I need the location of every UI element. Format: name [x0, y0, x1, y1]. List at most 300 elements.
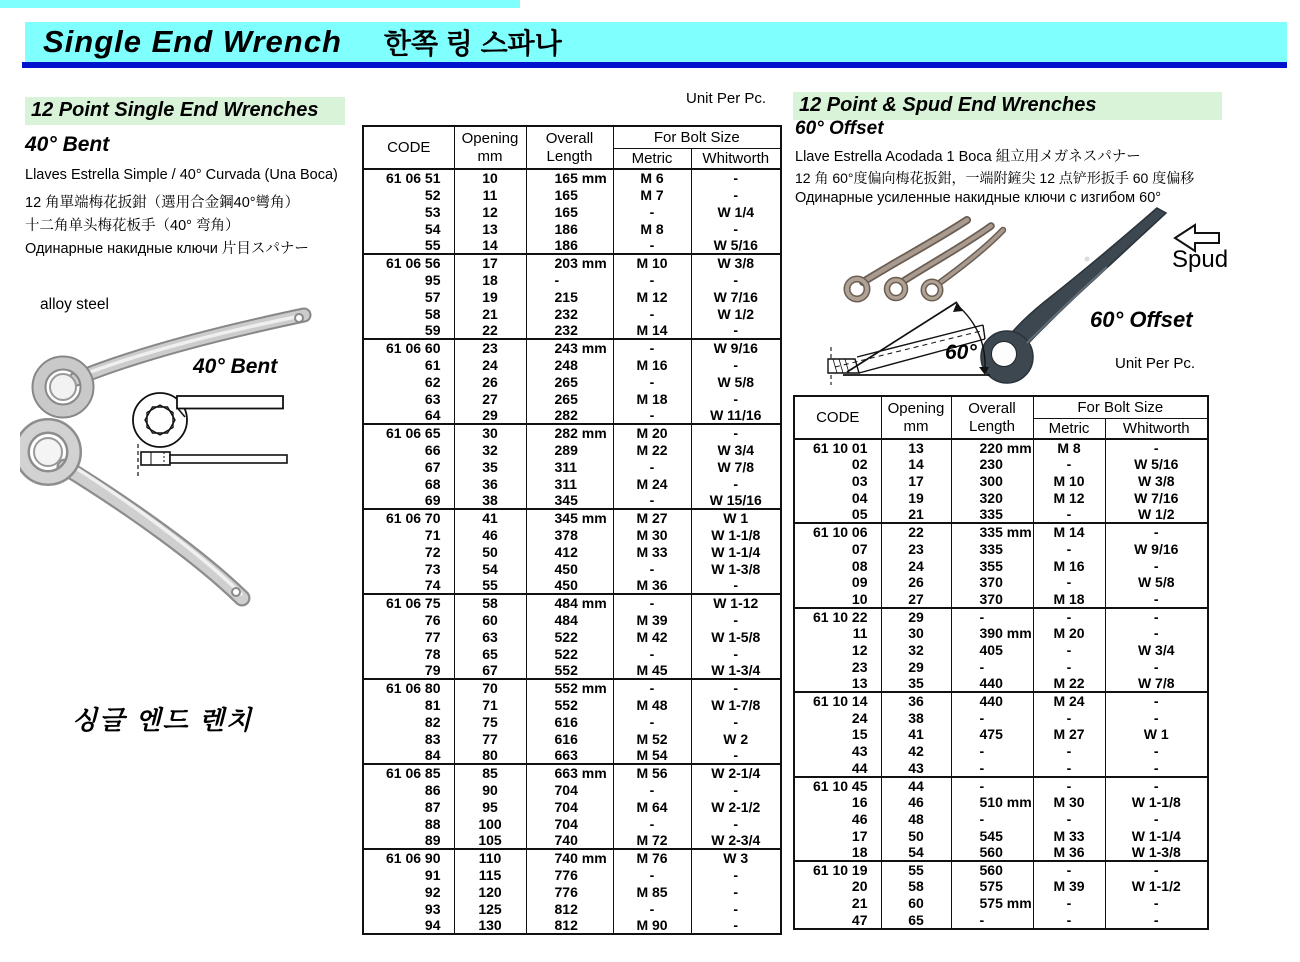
table-row	[363, 339, 781, 356]
table-row	[363, 475, 781, 492]
table-row	[363, 560, 781, 577]
table-row	[363, 696, 781, 713]
cell-whitworth: -	[1105, 895, 1208, 912]
table-row	[363, 730, 781, 747]
table-row	[794, 844, 1208, 861]
cell-overall-length: 248	[526, 356, 613, 373]
cell-metric: -	[1033, 574, 1105, 591]
cell-metric: M 72	[613, 832, 691, 849]
cell-opening-mm: 21	[881, 506, 951, 523]
cell-metric: -	[1033, 743, 1105, 760]
unit-per-pc-label-right: Unit Per Pc.	[1115, 355, 1196, 372]
cell-whitworth: W 3/8	[1105, 473, 1208, 490]
cell-whitworth: W 1-3/8	[1105, 844, 1208, 861]
cell-opening-mm: 50	[881, 827, 951, 844]
cell-overall-length: 405	[951, 642, 1033, 659]
cell-overall-length: 165 mm	[526, 169, 613, 186]
cell-opening-mm: 23	[881, 540, 951, 557]
cell-whitworth: W 3	[691, 849, 781, 866]
table-row	[794, 439, 1208, 456]
cell-opening-mm: 21	[454, 305, 526, 322]
cell-opening-mm: 35	[881, 675, 951, 692]
spud-end-wrench-table	[793, 395, 1209, 930]
table-row	[794, 912, 1208, 929]
cell-overall-length: 552	[526, 696, 613, 713]
cell-metric: M 20	[1033, 625, 1105, 642]
cell-whitworth: -	[1105, 709, 1208, 726]
cell-code: 11	[794, 625, 881, 642]
cell-whitworth: W 11/16	[691, 407, 781, 424]
cell-code: 67	[363, 458, 454, 475]
left-desc-zh-trad: 12 角單端梅花扳鉗（選用合金鋼40°彎角）	[25, 195, 300, 211]
cell-whitworth: W 1	[1105, 726, 1208, 743]
cell-overall-length: 812	[526, 900, 613, 917]
cell-overall-length: -	[951, 658, 1033, 675]
cell-whitworth: -	[691, 611, 781, 628]
table-row	[363, 883, 781, 900]
table-row	[363, 526, 781, 543]
cell-whitworth: -	[691, 475, 781, 492]
cell-overall-length: -	[951, 743, 1033, 760]
cell-whitworth: -	[691, 866, 781, 883]
table-row	[794, 658, 1208, 675]
cell-metric: -	[1033, 777, 1105, 794]
cell-overall-length: 484	[526, 611, 613, 628]
cell-code: 61 06 75	[363, 594, 454, 611]
cell-whitworth: W 2-1/4	[691, 764, 781, 781]
spud-wrench-photos-small	[847, 220, 1003, 299]
cell-overall-length: 345	[526, 492, 613, 509]
cell-code: 52	[363, 186, 454, 203]
cell-overall-length: 740	[526, 832, 613, 849]
cell-opening-mm: 22	[881, 523, 951, 540]
cell-code: 81	[363, 696, 454, 713]
cell-metric: M 10	[1033, 473, 1105, 490]
table-row	[794, 540, 1208, 557]
table-row	[363, 169, 781, 186]
col-header-overall: Overall Length	[526, 126, 613, 169]
cell-whitworth: W 5/8	[1105, 574, 1208, 591]
cell-whitworth: W 5/8	[691, 373, 781, 390]
cell-overall-length: 220 mm	[951, 439, 1033, 456]
cell-opening-mm: 29	[881, 658, 951, 675]
cell-overall-length: 545	[951, 827, 1033, 844]
cell-opening-mm: 105	[454, 832, 526, 849]
cell-whitworth: -	[1105, 625, 1208, 642]
left-section-heading: 12 Point Single End Wrenches	[25, 97, 345, 125]
cell-opening-mm: 35	[454, 458, 526, 475]
cell-code: 61 10 01	[794, 439, 881, 456]
table-row	[363, 662, 781, 679]
cell-overall-length: 704	[526, 781, 613, 798]
cell-overall-length: 552 mm	[526, 679, 613, 696]
spud-wrench-illustrations	[795, 207, 1290, 395]
cell-code: 55	[363, 237, 454, 254]
left-desc-zh-simp: 十二角单头梅花板手（40° 弯角）	[25, 218, 240, 234]
col-header-code: CODE	[794, 396, 881, 439]
cell-whitworth: W 7/8	[1105, 675, 1208, 692]
cell-overall-length: 510 mm	[951, 794, 1033, 811]
table-row	[794, 591, 1208, 608]
table-row	[363, 492, 781, 509]
right-section-heading: 12 Point & Spud End Wrenches	[793, 92, 1222, 120]
spud-end-wrench-table-body	[794, 439, 1208, 929]
cell-whitworth: W 1/2	[1105, 506, 1208, 523]
cell-opening-mm: 36	[454, 475, 526, 492]
cell-whitworth: -	[1105, 810, 1208, 827]
cell-code: 24	[794, 709, 881, 726]
cell-overall-length: 311	[526, 475, 613, 492]
cell-metric: M 85	[613, 883, 691, 900]
cell-code: 77	[363, 628, 454, 645]
table-row	[794, 692, 1208, 709]
table-row	[794, 608, 1208, 625]
cell-whitworth: -	[1105, 591, 1208, 608]
cell-overall-length: 776	[526, 883, 613, 900]
table-row	[794, 574, 1208, 591]
table-row	[794, 709, 1208, 726]
cell-code: 95	[363, 271, 454, 288]
cell-metric: M 16	[613, 356, 691, 373]
cell-code: 61 06 60	[363, 339, 454, 356]
cell-metric: M 30	[1033, 794, 1105, 811]
cell-opening-mm: 65	[454, 645, 526, 662]
cell-code: 72	[363, 543, 454, 560]
cell-overall-length: 412	[526, 543, 613, 560]
cell-opening-mm: 67	[454, 662, 526, 679]
cell-opening-mm: 54	[881, 844, 951, 861]
table-row	[363, 390, 781, 407]
cell-whitworth: -	[691, 747, 781, 764]
cell-overall-length: 345 mm	[526, 509, 613, 526]
cell-opening-mm: 44	[881, 777, 951, 794]
cell-whitworth: -	[1105, 912, 1208, 929]
col-header-overall: Overall Length	[951, 396, 1033, 439]
cell-whitworth: W 1-7/8	[691, 696, 781, 713]
cell-code: 64	[363, 407, 454, 424]
table-row	[363, 441, 781, 458]
left-desc-es: Llaves Estrella Simple / 40° Curvada (Una Boca)	[25, 167, 338, 183]
cell-overall-length: -	[951, 760, 1033, 777]
cell-whitworth: W 5/16	[1105, 456, 1208, 473]
cell-metric: -	[613, 713, 691, 730]
cell-opening-mm: 70	[454, 679, 526, 696]
cell-overall-length: 370	[951, 591, 1033, 608]
cell-whitworth: W 2	[691, 730, 781, 747]
cell-code: 76	[363, 611, 454, 628]
cell-code: 82	[363, 713, 454, 730]
cell-metric: M 8	[613, 220, 691, 237]
cell-whitworth: W 5/16	[691, 237, 781, 254]
table-row	[363, 917, 781, 934]
cell-metric: M 12	[613, 288, 691, 305]
cell-overall-length: 165	[526, 186, 613, 203]
table-row	[363, 849, 781, 866]
cell-code: 61 06 90	[363, 849, 454, 866]
cell-overall-length: 232	[526, 305, 613, 322]
table-row	[794, 523, 1208, 540]
cell-metric: M 7	[613, 186, 691, 203]
cell-metric: M 24	[613, 475, 691, 492]
cell-opening-mm: 18	[454, 271, 526, 288]
table-row	[363, 679, 781, 696]
cell-whitworth: -	[691, 169, 781, 186]
cell-metric: M 22	[1033, 675, 1105, 692]
cell-opening-mm: 85	[454, 764, 526, 781]
table-row	[363, 832, 781, 849]
cell-code: 02	[794, 456, 881, 473]
cell-metric: -	[1033, 658, 1105, 675]
cell-overall-length: 522	[526, 645, 613, 662]
cell-overall-length: 663 mm	[526, 764, 613, 781]
single-end-wrench-table-body	[363, 169, 781, 934]
table-row	[794, 473, 1208, 490]
table-row	[794, 675, 1208, 692]
cell-metric: -	[1033, 540, 1105, 557]
col-header-metric: Metric	[1033, 418, 1105, 439]
table-row	[363, 220, 781, 237]
cell-opening-mm: 22	[454, 322, 526, 339]
bent-wrench-photo-2	[22, 426, 242, 598]
cell-opening-mm: 11	[454, 186, 526, 203]
cell-code: 84	[363, 747, 454, 764]
cell-opening-mm: 26	[881, 574, 951, 591]
cell-opening-mm: 38	[454, 492, 526, 509]
col-header-whitworth: Whitworth	[1105, 418, 1208, 439]
cell-whitworth: -	[1105, 692, 1208, 709]
table-row	[363, 611, 781, 628]
cell-overall-length: 243 mm	[526, 339, 613, 356]
cell-opening-mm: 26	[454, 373, 526, 390]
cell-code: 91	[363, 866, 454, 883]
cell-whitworth: W 1/2	[691, 305, 781, 322]
col-header-bolt-size: For Bolt Size	[1033, 396, 1208, 418]
wrench-line-diagram-side	[138, 444, 287, 478]
cell-overall-length: 475	[951, 726, 1033, 743]
cell-metric: -	[613, 407, 691, 424]
table-row	[363, 594, 781, 611]
cell-code: 16	[794, 794, 881, 811]
cell-whitworth: -	[691, 390, 781, 407]
bent-image-label: 40° Bent	[193, 355, 278, 378]
cell-whitworth: -	[691, 713, 781, 730]
cell-metric: M 14	[613, 322, 691, 339]
table-row	[363, 645, 781, 662]
material-label: alloy steel	[40, 296, 109, 313]
cell-whitworth: W 9/16	[1105, 540, 1208, 557]
cell-metric: -	[1033, 642, 1105, 659]
cell-opening-mm: 27	[454, 390, 526, 407]
cell-metric: M 33	[1033, 827, 1105, 844]
cell-whitworth: -	[691, 645, 781, 662]
top-cyan-stripe	[0, 0, 520, 8]
cell-opening-mm: 29	[454, 407, 526, 424]
col-header-whitworth: Whitworth	[691, 148, 781, 169]
cell-whitworth: -	[691, 356, 781, 373]
cell-whitworth: W 1-3/8	[691, 560, 781, 577]
cell-whitworth: -	[1105, 760, 1208, 777]
cell-whitworth: W 15/16	[691, 492, 781, 509]
table-row	[363, 254, 781, 271]
cell-metric: -	[1033, 709, 1105, 726]
cell-code: 23	[794, 658, 881, 675]
cell-metric: -	[613, 560, 691, 577]
table-row	[794, 726, 1208, 743]
cell-code: 44	[794, 760, 881, 777]
cell-code: 89	[363, 832, 454, 849]
cell-overall-length: 378	[526, 526, 613, 543]
cell-opening-mm: 55	[881, 861, 951, 878]
cell-code: 61 10 45	[794, 777, 881, 794]
table-row	[794, 760, 1208, 777]
cell-whitworth: -	[691, 424, 781, 441]
cell-code: 88	[363, 815, 454, 832]
cell-metric: M 20	[613, 424, 691, 441]
cell-metric: -	[613, 815, 691, 832]
cell-metric: -	[613, 900, 691, 917]
cell-metric: M 24	[1033, 692, 1105, 709]
cell-whitworth: W 1-1/8	[1105, 794, 1208, 811]
cell-code: 08	[794, 557, 881, 574]
cell-whitworth: W 2-3/4	[691, 832, 781, 849]
cell-metric: -	[1033, 895, 1105, 912]
cell-metric: -	[613, 866, 691, 883]
cell-overall-length: 812	[526, 917, 613, 934]
cell-metric: -	[613, 645, 691, 662]
cell-overall-length: 776	[526, 866, 613, 883]
right-desc-es-ja: Llave Estrella Acodada 1 Boca 組立用メガネスパナー	[795, 149, 1141, 165]
cell-whitworth: W 7/16	[691, 288, 781, 305]
table-row	[363, 424, 781, 441]
cell-metric: -	[613, 679, 691, 696]
cell-overall-length: 522	[526, 628, 613, 645]
cell-code: 62	[363, 373, 454, 390]
cell-code: 68	[363, 475, 454, 492]
cell-code: 63	[363, 390, 454, 407]
col-header-opening: Opening mm	[881, 396, 951, 439]
cell-code: 74	[363, 577, 454, 594]
cell-opening-mm: 58	[454, 594, 526, 611]
cell-metric: -	[613, 594, 691, 611]
cell-code: 18	[794, 844, 881, 861]
cell-opening-mm: 120	[454, 883, 526, 900]
cell-opening-mm: 90	[454, 781, 526, 798]
cell-opening-mm: 48	[881, 810, 951, 827]
cell-overall-length: 552	[526, 662, 613, 679]
table-row	[363, 764, 781, 781]
cell-code: 61 06 65	[363, 424, 454, 441]
cell-metric: -	[1033, 760, 1105, 777]
cell-opening-mm: 46	[881, 794, 951, 811]
cell-metric: -	[1033, 456, 1105, 473]
offset-image-label: 60° Offset	[1090, 307, 1193, 332]
cell-whitworth: W 1-1/8	[691, 526, 781, 543]
cell-opening-mm: 24	[454, 356, 526, 373]
cell-code: 53	[363, 203, 454, 220]
left-footer-korean-label: 싱글 엔드 렌치	[72, 705, 254, 735]
cell-whitworth: W 7/16	[1105, 490, 1208, 507]
cell-whitworth: W 1-12	[691, 594, 781, 611]
cell-metric: -	[1033, 506, 1105, 523]
cell-metric: M 39	[613, 611, 691, 628]
cell-opening-mm: 23	[454, 339, 526, 356]
cell-code: 46	[794, 810, 881, 827]
cell-opening-mm: 10	[454, 169, 526, 186]
table-row	[363, 322, 781, 339]
cell-code: 71	[363, 526, 454, 543]
cell-whitworth: -	[1105, 557, 1208, 574]
cell-code: 57	[363, 288, 454, 305]
cell-code: 93	[363, 900, 454, 917]
cell-overall-length: 335 mm	[951, 523, 1033, 540]
cell-overall-length: 335	[951, 540, 1033, 557]
cell-whitworth: -	[691, 917, 781, 934]
cell-whitworth: W 1-1/4	[691, 543, 781, 560]
cell-overall-length: 560	[951, 861, 1033, 878]
cell-overall-length: -	[951, 608, 1033, 625]
cell-metric: M 48	[613, 696, 691, 713]
cell-overall-length: 203 mm	[526, 254, 613, 271]
right-desc-zh: 12 角 60°度偏向梅花扳鉗，一端附鏟尖 12 点铲形扳手 60 度偏移	[795, 170, 1195, 186]
cell-code: 15	[794, 726, 881, 743]
table-row	[794, 456, 1208, 473]
cell-whitworth: -	[691, 900, 781, 917]
cell-whitworth: W 1-1/2	[1105, 878, 1208, 895]
cell-opening-mm: 38	[881, 709, 951, 726]
cell-code: 03	[794, 473, 881, 490]
cell-code: 66	[363, 441, 454, 458]
cell-whitworth: W 1-5/8	[691, 628, 781, 645]
single-end-wrench-table	[362, 125, 782, 935]
cell-overall-length: 282	[526, 407, 613, 424]
wrench-line-diagram-top	[133, 393, 283, 447]
cell-opening-mm: 36	[881, 692, 951, 709]
table-row	[794, 878, 1208, 895]
table-row	[794, 827, 1208, 844]
cell-code: 20	[794, 878, 881, 895]
table-row	[794, 490, 1208, 507]
cell-metric: -	[1033, 912, 1105, 929]
cell-metric: M 39	[1033, 878, 1105, 895]
cell-overall-length: 215	[526, 288, 613, 305]
cell-opening-mm: 63	[454, 628, 526, 645]
cell-metric: -	[613, 492, 691, 509]
cell-opening-mm: 27	[881, 591, 951, 608]
cell-whitworth: W 9/16	[691, 339, 781, 356]
cell-code: 61 06 85	[363, 764, 454, 781]
cell-code: 92	[363, 883, 454, 900]
table-row	[794, 625, 1208, 642]
cell-opening-mm: 17	[454, 254, 526, 271]
cell-metric: M 6	[613, 169, 691, 186]
cell-code: 10	[794, 591, 881, 608]
cell-opening-mm: 60	[454, 611, 526, 628]
cell-opening-mm: 58	[881, 878, 951, 895]
cell-code: 47	[794, 912, 881, 929]
cell-whitworth: -	[691, 220, 781, 237]
cell-overall-length: 282 mm	[526, 424, 613, 441]
cell-overall-length: 440	[951, 692, 1033, 709]
cell-overall-length: 440	[951, 675, 1033, 692]
cell-metric: M 54	[613, 747, 691, 764]
page-title-korean: 한쪽 링 스파나	[383, 28, 562, 59]
right-desc-ru: Одинарные усиленные накидные ключи с изгибом 60°	[795, 190, 1162, 206]
cell-metric: -	[613, 339, 691, 356]
cell-code: 83	[363, 730, 454, 747]
cell-overall-length: 311	[526, 458, 613, 475]
cell-code: 61 10 14	[794, 692, 881, 709]
table-row	[794, 810, 1208, 827]
